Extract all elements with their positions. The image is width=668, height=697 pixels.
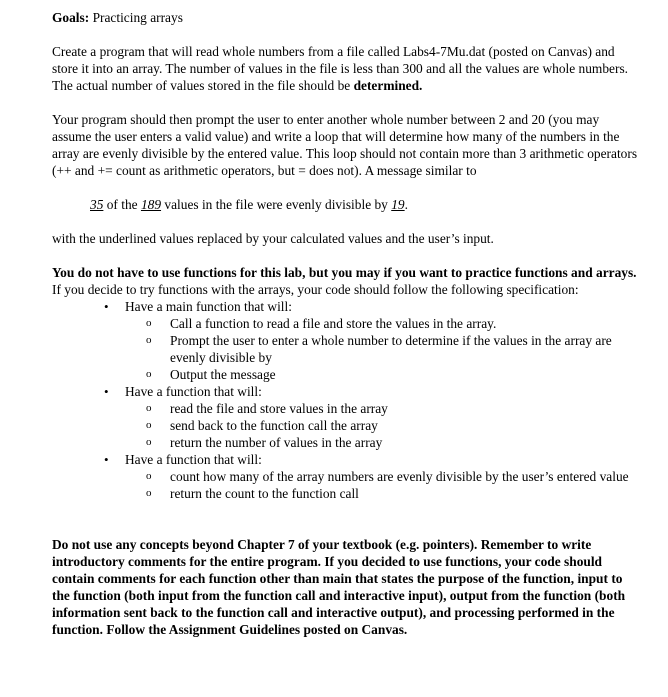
example-part3: . <box>404 197 408 212</box>
spec-item-read-function <box>52 383 638 451</box>
spec-item-count-function <box>52 451 638 502</box>
goals-line <box>52 9 638 26</box>
circle-bullet-icon: o <box>146 317 152 329</box>
circle-bullet-icon: o <box>146 334 152 346</box>
example-part2: values in the file were evenly divisible by <box>161 197 392 212</box>
spec-list <box>52 298 638 502</box>
example-total: 189 <box>140 197 162 212</box>
sub-item-text: read the file and store values in the array <box>170 401 388 416</box>
final-instructions: Do not use any concepts beyond Chapter 7 of your textbook (e.g. pointers). Remember to write introductory comments for the entire program. If you decided to use functions, your code should contain comments for each function other than main that states the purpose of the function, input to the function (both input from the function call and interactive input), output from the function (both information sent back to the function call and interactive output), and processing performed in the function. Follow the Assignment Guidelines posted on Canvas. <box>52 537 626 637</box>
sub-item <box>52 366 638 383</box>
goals-text: Practicing arrays <box>92 10 183 25</box>
spec-item-label: Have a function that will: <box>125 452 262 467</box>
sub-item <box>52 332 638 366</box>
sub-list <box>125 315 638 383</box>
sub-item <box>52 400 638 417</box>
sub-item-text: return the count to the function call <box>170 486 359 501</box>
sub-item-text: send back to the function call the array <box>170 418 378 433</box>
sub-item-text: Call a function to read a file and store the values in the array. <box>170 316 497 331</box>
intro-bold-end: determined. <box>353 78 423 93</box>
spec-item-label: Have a main function that will: <box>125 299 292 314</box>
intro-paragraph <box>52 43 638 94</box>
sub-item-text: count how many of the array numbers are evenly divisible by the user’s entered value <box>170 469 629 484</box>
sub-item <box>52 315 638 332</box>
spec-item-main <box>52 298 638 383</box>
sub-item-text: Prompt the user to enter a whole number to determine if the values in the array are evenly divisible by <box>170 333 612 365</box>
sub-item <box>52 485 638 502</box>
sub-item <box>52 434 638 451</box>
functions-paragraph <box>52 264 638 298</box>
sub-item-text: Output the message <box>170 367 276 382</box>
sub-item <box>52 417 638 434</box>
circle-bullet-icon: o <box>146 487 152 499</box>
bullet-icon: • <box>104 452 109 467</box>
sub-list <box>125 468 638 502</box>
example-divisor: 19 <box>391 197 405 212</box>
goals-label: Goals: <box>52 10 90 25</box>
circle-bullet-icon: o <box>146 402 152 414</box>
sub-item-text: return the number of values in the array <box>170 435 383 450</box>
sub-item <box>52 468 638 485</box>
bullet-icon: • <box>104 384 109 399</box>
functions-bold: You do not have to use functions for this lab, but you may if you want to practice functions and arrays. <box>52 265 637 280</box>
example-count: 35 <box>90 197 104 212</box>
prompt-paragraph: Your program should then prompt the user to enter another whole number between 2 and 20 (you may assume the user enters a valid value) and write a loop that will determine how many of the numbers in the array are evenly divisible by the entered value. This loop should not contain more than 3 arithmetic operators (++ and += count as arithmetic operators, but = does not). A message similar to <box>52 112 638 178</box>
circle-bullet-icon: o <box>146 419 152 431</box>
functions-text: If you decide to try functions with the arrays, your code should follow the following specification: <box>52 282 579 297</box>
bullet-icon: • <box>104 299 109 314</box>
example-part1: of the <box>103 197 141 212</box>
circle-bullet-icon: o <box>146 470 152 482</box>
intro-text: Create a program that will read whole numbers from a file called Labs4-7Mu.dat (posted on Canvas) and store it into an array. The number of values in the file is less than 300 and all the values are whole numbers. The actual number of values stored in the file should be <box>52 44 629 93</box>
circle-bullet-icon: o <box>146 436 152 448</box>
replacement-note: with the underlined values replaced by your calculated values and the user’s input. <box>52 231 494 246</box>
section-gap <box>52 502 638 536</box>
sub-list <box>125 400 638 451</box>
circle-bullet-icon: o <box>146 368 152 380</box>
spec-item-label: Have a function that will: <box>125 384 262 399</box>
example-message <box>52 196 638 213</box>
